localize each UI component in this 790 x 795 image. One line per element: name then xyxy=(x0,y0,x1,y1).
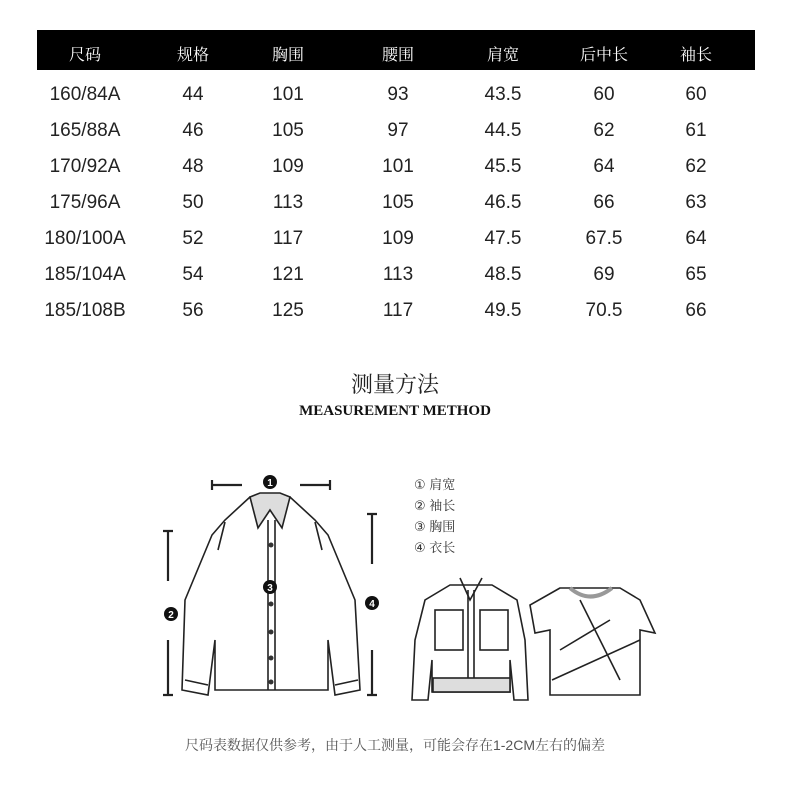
table-cell: 93 xyxy=(387,84,409,105)
table-cell: 117 xyxy=(272,228,304,249)
column-header: 胸围 xyxy=(271,47,305,64)
shirt-drawing xyxy=(182,493,360,695)
table-cell: 48.5 xyxy=(484,264,522,285)
table-cell: 49.5 xyxy=(484,300,522,321)
table-cell: 54 xyxy=(182,264,204,285)
legend-item: ② 袖长 xyxy=(414,498,456,513)
table-cell: 185/104A xyxy=(44,264,126,285)
column-header: 袖长 xyxy=(679,47,713,64)
section-title-cn: 测量方法 xyxy=(350,372,439,397)
table-cell: 63 xyxy=(685,192,707,213)
section-title-en: MEASUREMENT METHOD xyxy=(299,403,491,419)
legend-item: ① 肩宽 xyxy=(414,477,456,492)
table-cell: 45.5 xyxy=(484,156,522,177)
table-cell: 48 xyxy=(182,156,204,177)
table-cell: 160/84A xyxy=(49,84,121,105)
table-cell: 70.5 xyxy=(585,300,623,321)
legend-item: ③ 胸围 xyxy=(414,519,456,534)
table-cell: 62 xyxy=(593,120,615,141)
table-cell: 125 xyxy=(272,300,304,321)
footer-note: 尺码表数据仅供参考，由于人工测量，可能会存在1-2CM左右的偏差 xyxy=(184,737,605,753)
table-cell: 121 xyxy=(272,264,304,285)
table-cell: 185/108B xyxy=(44,300,126,321)
marker-label: 3 xyxy=(267,583,273,594)
table-cell: 69 xyxy=(593,264,615,285)
table-cell: 47.5 xyxy=(484,228,522,249)
table-cell: 50 xyxy=(182,192,204,213)
table-cell: 60 xyxy=(685,84,707,105)
table-cell: 101 xyxy=(382,156,414,177)
column-header: 尺码 xyxy=(68,47,102,64)
jacket-drawing xyxy=(412,578,528,700)
table-cell: 46 xyxy=(182,120,204,141)
table-cell: 66 xyxy=(593,192,615,213)
table-cell: 97 xyxy=(387,120,409,141)
table-cell: 113 xyxy=(382,264,414,285)
column-header: 规格 xyxy=(176,47,210,64)
table-cell: 65 xyxy=(685,264,707,285)
marker-label: 2 xyxy=(168,610,174,621)
table-cell: 170/92A xyxy=(49,156,121,177)
column-header: 肩宽 xyxy=(486,47,520,64)
table-cell: 105 xyxy=(382,192,414,213)
table-cell: 56 xyxy=(182,300,204,321)
marker-label: 1 xyxy=(267,478,273,489)
table-cell: 60 xyxy=(593,84,615,105)
table-cell: 109 xyxy=(272,156,304,177)
table-cell: 109 xyxy=(382,228,414,249)
table-cell: 43.5 xyxy=(484,84,522,105)
column-header: 后中长 xyxy=(579,47,629,64)
table-cell: 113 xyxy=(272,192,304,213)
table-cell: 46.5 xyxy=(484,192,522,213)
table-cell: 52 xyxy=(182,228,204,249)
table-cell: 64 xyxy=(685,228,707,249)
table-cell: 66 xyxy=(685,300,707,321)
measurement-legend xyxy=(414,474,455,558)
table-cell: 165/88A xyxy=(49,120,121,141)
tshirt-drawing xyxy=(530,588,655,695)
table-cell: 44.5 xyxy=(484,120,522,141)
table-cell: 105 xyxy=(272,120,304,141)
table-cell: 180/100A xyxy=(44,228,126,249)
table-cell: 67.5 xyxy=(585,228,623,249)
table-cell: 62 xyxy=(685,156,707,177)
marker-label: 4 xyxy=(369,599,375,610)
table-cell: 44 xyxy=(182,84,204,105)
table-cell: 64 xyxy=(593,156,615,177)
table-cell: 101 xyxy=(272,84,304,105)
column-header: 腰围 xyxy=(381,47,415,64)
table-cell: 61 xyxy=(685,120,707,141)
legend-item: ④ 衣长 xyxy=(414,540,456,555)
table-cell: 117 xyxy=(382,300,414,321)
table-cell: 175/96A xyxy=(49,192,121,213)
